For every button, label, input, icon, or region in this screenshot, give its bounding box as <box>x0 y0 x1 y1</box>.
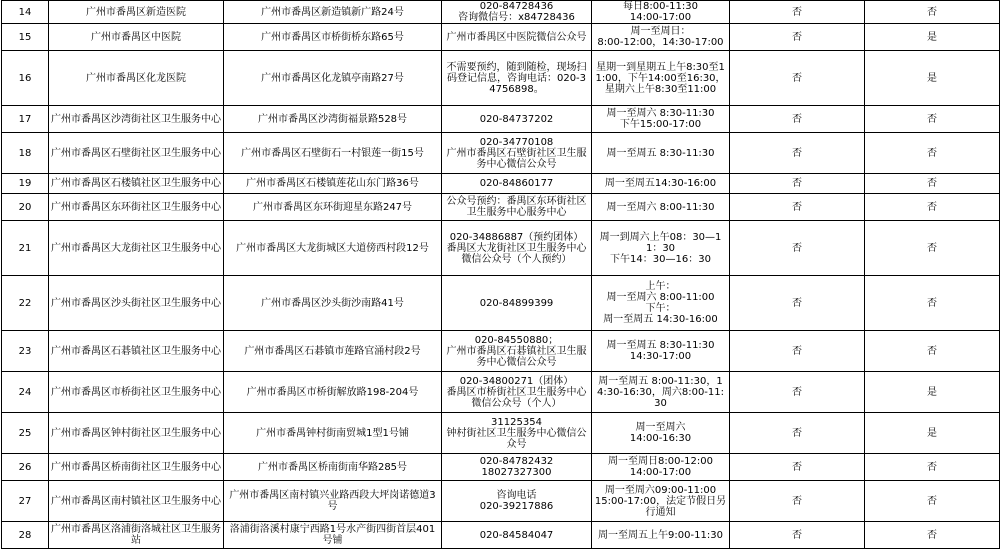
cell-col-a: 否 <box>730 194 865 221</box>
cell-col-b: 否 <box>865 194 1000 221</box>
cell-hours: 周一至周五 8:30-11:30 14:30-17:00 <box>592 331 730 372</box>
table-row <box>2 1 1000 24</box>
cell-name: 广州市番禺区南村镇社区卫生服务中心 <box>49 481 224 522</box>
cell-hours: 周一至周六 14:00-16:30 <box>592 413 730 454</box>
cell-col-a: 否 <box>730 413 865 454</box>
cell-name: 广州市番禺区市桥街社区卫生服务中心 <box>49 372 224 413</box>
cell-name: 广州市番禺区新造医院 <box>49 1 224 24</box>
cell-name: 广州市番禺区石壁街社区卫生服务中心 <box>49 133 224 174</box>
cell-col-a: 否 <box>730 174 865 194</box>
cell-hours: 周一至周五 8:00-11:30，14:30-16:30，周六8:00-11:30 <box>592 372 730 413</box>
cell-contact: 020-84728436 咨询微信号：x84728436 <box>442 1 592 24</box>
cell-address: 广州市番禺区石壁街石一村银莲一街15号 <box>224 133 442 174</box>
table-body <box>2 1 1000 549</box>
cell-contact: 不需要预约，随到随检，现场扫码登记信息，咨询电话：020-34756898。 <box>442 51 592 106</box>
cell-address: 广州市番禺区新造镇新广路24号 <box>224 1 442 24</box>
cell-contact: 020-84550880； 广州市番禺区石碁镇社区卫生服务中心微信公众号 <box>442 331 592 372</box>
table-row <box>2 106 1000 133</box>
cell-col-b: 否 <box>865 331 1000 372</box>
table-row <box>2 276 1000 331</box>
cell-name: 广州市番禺区中医院 <box>49 24 224 51</box>
cell-hours: 星期一到星期五上午8:30至11:00，下午14:00至16:30，星期六上午8:30至11:00 <box>592 51 730 106</box>
cell-col-a: 否 <box>730 221 865 276</box>
cell-no: 26 <box>2 454 49 481</box>
cell-name: 广州市番禺区钟村街社区卫生服务中心 <box>49 413 224 454</box>
cell-address: 广州市番禺区大龙街城区大道傍西村段12号 <box>224 221 442 276</box>
cell-name: 广州市番禺区石楼镇社区卫生服务中心 <box>49 174 224 194</box>
cell-contact: 广州市番禺区中医院微信公众号 <box>442 24 592 51</box>
cell-col-b: 否 <box>865 276 1000 331</box>
cell-contact: 020-84782432 18027327300 <box>442 454 592 481</box>
table-row <box>2 372 1000 413</box>
testing-sites-table <box>1 0 1000 549</box>
cell-no: 23 <box>2 331 49 372</box>
cell-col-b: 是 <box>865 51 1000 106</box>
cell-no: 16 <box>2 51 49 106</box>
cell-hours: 周一至周日： 8:00-12:00，14:30-17:00 <box>592 24 730 51</box>
cell-no: 14 <box>2 1 49 24</box>
cell-contact: 020-84860177 <box>442 174 592 194</box>
cell-no: 20 <box>2 194 49 221</box>
cell-address: 广州市番禺区化龙镇亭南路27号 <box>224 51 442 106</box>
cell-address: 广州市番禺区沙湾街福景路528号 <box>224 106 442 133</box>
cell-name: 广州市番禺区大龙街社区卫生服务中心 <box>49 221 224 276</box>
cell-name: 广州市番禺区石碁镇社区卫生服务中心 <box>49 331 224 372</box>
cell-address: 广州市番禺区东环街迎星东路247号 <box>224 194 442 221</box>
cell-hours: 周一至周六 8:30-11:30 下午15:00-17:00 <box>592 106 730 133</box>
cell-col-a: 否 <box>730 133 865 174</box>
cell-name: 广州市番禺区化龙医院 <box>49 51 224 106</box>
cell-col-b: 否 <box>865 522 1000 549</box>
cell-address: 洛浦街洛溪村康宁西路1号水产街四街首层401号铺 <box>224 522 442 549</box>
table-row <box>2 522 1000 549</box>
cell-name: 广州市番禺区沙湾街社区卫生服务中心 <box>49 106 224 133</box>
cell-hours: 周一至周五14:30-16:00 <box>592 174 730 194</box>
cell-hours: 周一到周六上午08：30—11：30 下午14：30—16：30 <box>592 221 730 276</box>
cell-contact: 020-34800271（团体） 番禺区市桥街社区卫生服务中心微信公众号（个人） <box>442 372 592 413</box>
cell-hours: 周一至周五上午9:00-11:30 <box>592 522 730 549</box>
cell-address: 广州市番禺区南村镇兴业路西段大坪岗诺德道3号 <box>224 481 442 522</box>
cell-no: 25 <box>2 413 49 454</box>
cell-no: 19 <box>2 174 49 194</box>
cell-col-a: 否 <box>730 522 865 549</box>
cell-hours: 周一至周五 8:30-11:30 <box>592 133 730 174</box>
cell-address: 广州市番禺钟村街南贸城1型1号铺 <box>224 413 442 454</box>
cell-col-b: 否 <box>865 106 1000 133</box>
cell-col-b: 否 <box>865 174 1000 194</box>
cell-address: 广州市番禺区市桥街桥东路65号 <box>224 24 442 51</box>
cell-col-a: 否 <box>730 372 865 413</box>
table-row <box>2 24 1000 51</box>
cell-col-a: 否 <box>730 481 865 522</box>
cell-col-a: 否 <box>730 106 865 133</box>
cell-col-b: 是 <box>865 24 1000 51</box>
cell-col-b: 否 <box>865 454 1000 481</box>
table-row <box>2 454 1000 481</box>
cell-address: 广州市番禺区桥南街南华路285号 <box>224 454 442 481</box>
cell-col-b: 是 <box>865 413 1000 454</box>
cell-no: 21 <box>2 221 49 276</box>
cell-no: 22 <box>2 276 49 331</box>
cell-name: 广州市番禺区东环街社区卫生服务中心 <box>49 194 224 221</box>
cell-hours: 周一至周六09:00-11:00 15:00-17:00，法定节假日另行通知 <box>592 481 730 522</box>
table-row <box>2 51 1000 106</box>
cell-col-a: 否 <box>730 276 865 331</box>
cell-no: 17 <box>2 106 49 133</box>
cell-contact: 020-84584047 <box>442 522 592 549</box>
cell-hours: 上午： 周一至周六 8:00-11:00 下午： 周一至周五 14:30-16:00 <box>592 276 730 331</box>
table-row <box>2 481 1000 522</box>
cell-col-b: 否 <box>865 481 1000 522</box>
cell-contact: 31125354 钟村街社区卫生服务中心微信公众号 <box>442 413 592 454</box>
cell-hours: 每日8:00-11:30 14:00-17:00 <box>592 1 730 24</box>
cell-name: 广州市番禺区洛浦街洛城社区卫生服务站 <box>49 522 224 549</box>
cell-address: 广州市番禺区石碁镇市莲路官涌村段2号 <box>224 331 442 372</box>
cell-hours: 周一至周六 8:00-11:30 <box>592 194 730 221</box>
cell-contact: 公众号预约：番禺区东环街社区卫生服务中心服务中心 <box>442 194 592 221</box>
table-row <box>2 174 1000 194</box>
table-row <box>2 133 1000 174</box>
cell-col-a: 否 <box>730 24 865 51</box>
cell-col-b: 否 <box>865 133 1000 174</box>
cell-no: 27 <box>2 481 49 522</box>
cell-col-a: 否 <box>730 454 865 481</box>
cell-contact: 咨询电话 020-39217886 <box>442 481 592 522</box>
cell-col-b: 否 <box>865 1 1000 24</box>
cell-col-a: 否 <box>730 51 865 106</box>
cell-col-a: 否 <box>730 1 865 24</box>
cell-no: 28 <box>2 522 49 549</box>
table-row <box>2 413 1000 454</box>
cell-contact: 020-84737202 <box>442 106 592 133</box>
table-row <box>2 221 1000 276</box>
cell-no: 15 <box>2 24 49 51</box>
cell-col-a: 否 <box>730 331 865 372</box>
cell-contact: 020-34770108 广州市番禺区石壁街社区卫生服务中心微信公众号 <box>442 133 592 174</box>
cell-no: 18 <box>2 133 49 174</box>
cell-col-b: 否 <box>865 221 1000 276</box>
cell-col-b: 是 <box>865 372 1000 413</box>
cell-contact: 020-84899399 <box>442 276 592 331</box>
cell-contact: 020-34886887（预约团体） 番禺区大龙街社区卫生服务中心微信公众号（个人预约） <box>442 221 592 276</box>
table-row <box>2 331 1000 372</box>
cell-no: 24 <box>2 372 49 413</box>
cell-address: 广州市番禺区沙头街沙南路41号 <box>224 276 442 331</box>
cell-name: 广州市番禺区桥南街社区卫生服务中心 <box>49 454 224 481</box>
cell-name: 广州市番禺区沙头街社区卫生服务中心 <box>49 276 224 331</box>
cell-address: 广州市番禺区石楼镇莲花山东门路36号 <box>224 174 442 194</box>
table-row <box>2 194 1000 221</box>
cell-hours: 周一至周日8:00-12:00 14:00-17:00 <box>592 454 730 481</box>
cell-address: 广州市番禺区市桥街解放路198-204号 <box>224 372 442 413</box>
